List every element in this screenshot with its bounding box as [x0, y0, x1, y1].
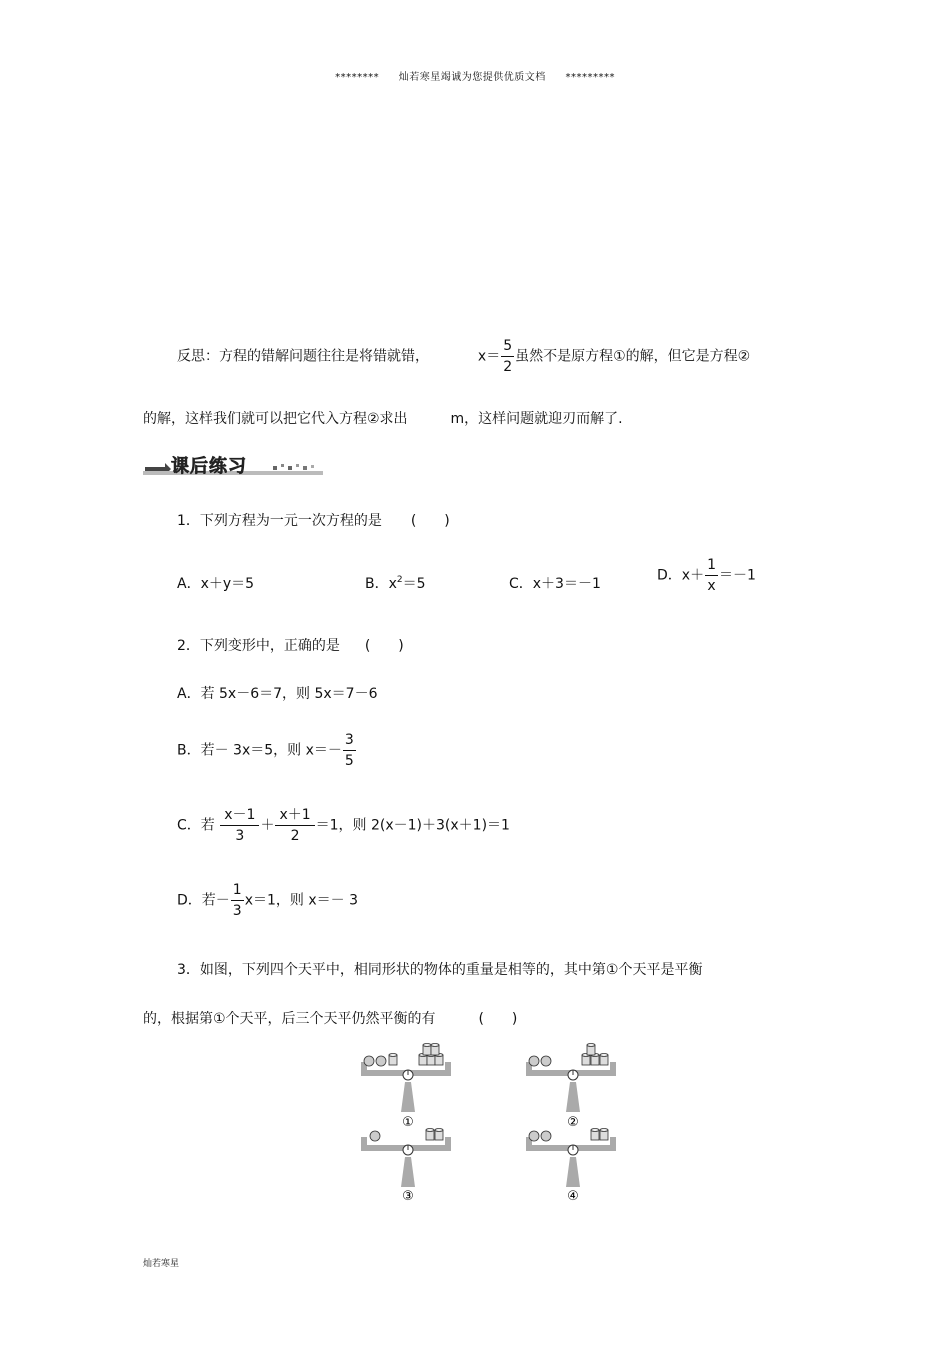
reflection-suffix: 虽然不是原方程①的解，但它是方程②	[515, 348, 751, 365]
reflection-prefix: 反思：方程的错解问题往往是将错就错，	[177, 348, 429, 365]
q2-option-a: A．若 5x－6＝7，则 5x＝7－6	[177, 686, 378, 702]
header-text: 灿若寒星竭诚为您提供优质文档	[398, 72, 546, 83]
page-header	[0, 68, 950, 83]
balance-2-icon	[526, 1044, 616, 1113]
section-banner	[143, 452, 323, 478]
q2-option-c: C．若 $\frac{x-1}{3}$ ＋ $\frac{x+1}{2}$ ＝1，则 2(x－1)＋3(x＋1)＝1	[177, 807, 510, 844]
page-footer: 灿若寒星	[143, 1259, 180, 1269]
balance-label-3: ③	[402, 1189, 414, 1204]
balance-label-2: ②	[567, 1115, 579, 1130]
q2-c-fraction-2: $\frac{x+1}{2}$	[275, 805, 314, 846]
q2-c-fraction-1: $\frac{x-1}{3}$	[220, 805, 259, 846]
q1-stem: 1．下列方程为一元一次方程的是 ( )	[177, 513, 450, 529]
q2-answer-paren: ( )	[364, 638, 404, 654]
q2-option-b: B．若－ 3x＝5，则 x＝－ $\frac{3}{5}$	[177, 732, 354, 769]
q2-b-fraction: $\frac{3}{5}$	[344, 732, 354, 769]
q1-answer-paren: ( )	[410, 513, 450, 529]
balance-1-icon	[361, 1044, 451, 1113]
q3-answer-paren: ( )	[478, 1011, 518, 1027]
reflection-x-eq: x＝	[477, 348, 501, 365]
reflection-line-1	[177, 336, 750, 377]
q1-d-fraction: $\frac{1}{x}$	[707, 557, 716, 594]
q3-line-2: 的，根据第①个天平，后三个天平仍然平衡的有 ( )	[143, 1011, 518, 1027]
section-title: 课后练习	[171, 456, 247, 477]
q2-stem: 2．下列变形中，正确的是 ( )	[177, 638, 404, 654]
balance-4-icon	[526, 1129, 616, 1188]
header-stars-left: ********	[335, 72, 380, 83]
q2-d-fraction: $\frac{1}{3}$	[232, 882, 242, 919]
reflection-line-2: 的解，这样我们就可以把它代入方程②求出 m，这样问题就迎刃而解了.	[143, 411, 623, 427]
header-stars-right: *********	[565, 72, 615, 83]
balance-3-icon	[361, 1129, 451, 1188]
q2-option-d: D．若－ $\frac{1}{3}$ x＝1，则 x＝－ 3	[177, 882, 358, 919]
q1-option-d: D．x＋ $\frac{1}{x}$ ＝－1	[657, 557, 756, 594]
q1-option-b: B．$x^2=5$	[365, 575, 426, 592]
balance-label-1: ①	[402, 1115, 414, 1130]
q1-option-a: A．x＋y＝5	[177, 576, 255, 592]
balance-label-4: ④	[567, 1189, 579, 1204]
q3-line-1: 3．如图，下列四个天平中，相同形状的物体的重量是相等的，其中第①个天平是平衡	[177, 962, 703, 978]
q1-option-c: C．x＋3＝－1	[509, 576, 601, 592]
balance-figure	[355, 1040, 635, 1210]
reflection-fraction: $\frac{5}{2}$	[503, 338, 513, 375]
